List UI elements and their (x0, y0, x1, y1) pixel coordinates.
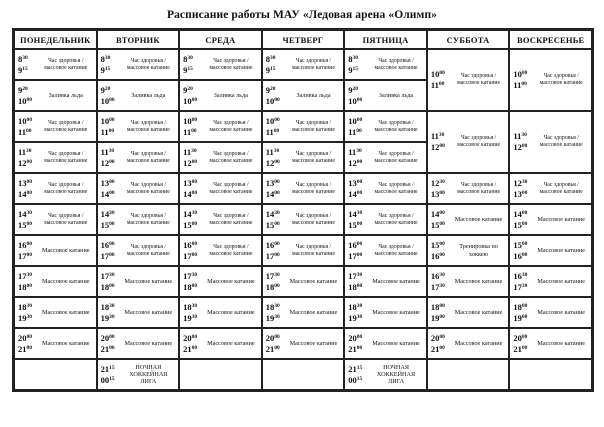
time-range: $8^{30}$ $9^{15}$ (18, 53, 28, 75)
time-range: $13^{00}$ $14^{00}$ (100, 177, 115, 199)
activity-label: Час здоровья / массовое катание (374, 150, 418, 164)
activity-label: Тренировка по хоккею (459, 243, 498, 258)
table-row (14, 204, 592, 235)
time-range: $10^{00}$ $11^{00}$ (18, 115, 32, 137)
time-range: $10^{00}$ $11^{00}$ (513, 69, 528, 90)
activity-label: Массовое катание (372, 339, 420, 347)
schedule-cell (179, 297, 262, 328)
activity-label: Массовое катание (454, 339, 503, 347)
time-range: $12^{30}$ $13^{00}$ (513, 177, 528, 199)
activity-label: Массовое катание (207, 308, 255, 316)
time-range: $14^{30}$ $15^{00}$ (18, 208, 32, 230)
time-range: $17^{30}$ $18^{00}$ (183, 270, 198, 292)
time-range: $9^{20}$ $10^{00}$ (183, 84, 198, 106)
time-range: $14^{00}$ $15^{00}$ (430, 208, 445, 230)
time-range: $14^{30}$ $15^{00}$ (100, 208, 115, 230)
schedule-cell (344, 328, 427, 359)
activity-label: Час здоровья / массовое катание (374, 243, 418, 257)
schedule-cell (179, 49, 262, 80)
header-row (14, 30, 592, 49)
time-range: $16^{30}$ $17^{30}$ (513, 270, 528, 292)
activity-label: Массовое катание (207, 277, 255, 285)
time-range: $13^{00}$ $14^{00}$ (348, 177, 363, 199)
schedule-cell (14, 266, 97, 297)
activity-label: Массовое катание (372, 277, 420, 285)
time-range: $16^{00}$ $17^{00}$ (265, 239, 280, 261)
time-range: $20^{00}$ $21^{00}$ (513, 332, 528, 354)
saturday-cell (427, 359, 510, 390)
schedule-cell (97, 328, 180, 359)
activity-label: Массовое катание (207, 339, 255, 347)
time-range: $11^{30}$ $12^{00}$ (348, 146, 363, 168)
schedule-cell (262, 359, 345, 390)
schedule-cell (344, 266, 427, 297)
schedule-cell (262, 80, 345, 111)
schedule-body (14, 49, 592, 390)
table-row (14, 297, 592, 328)
activity-label: Час здоровья / массовое катание (126, 243, 170, 257)
day-saturday: СУББОТА (427, 30, 510, 49)
schedule-cell (344, 235, 427, 266)
time-range: $16^{00}$ $17^{00}$ (18, 239, 32, 261)
saturday-cell (427, 235, 510, 266)
time-range: $17^{30}$ $18^{00}$ (100, 270, 115, 292)
sunday-cell (509, 235, 592, 266)
activity-label: Час здоровья / массовое катание (539, 135, 583, 148)
sunday-cell (509, 297, 592, 328)
schedule-cell (97, 359, 180, 390)
activity-label: Час здоровья / массовое катание (457, 135, 501, 148)
activity-label: Массовое катание (289, 339, 338, 347)
day-tuesday: ВТОРНИК (97, 30, 180, 49)
time-range: $20^{00}$ $21^{00}$ (430, 332, 445, 354)
schedule-cell (262, 111, 345, 142)
time-range: $17^{30}$ $18^{00}$ (265, 270, 280, 292)
activity-label: Час здоровья / массовое катание (374, 57, 418, 71)
schedule-cell (262, 266, 345, 297)
time-range: $18^{30}$ $19^{30}$ (183, 301, 198, 323)
schedule-cell (179, 359, 262, 390)
day-wednesday: СРЕДА (179, 30, 262, 49)
schedule-cell (344, 297, 427, 328)
activity-label: НОЧНАЯ ХОККЕЙНАЯ ЛИГА (376, 363, 416, 386)
schedule-cell (344, 142, 427, 173)
schedule-cell (262, 328, 345, 359)
activity-label: Массовое катание (124, 277, 173, 285)
schedule-cell (344, 204, 427, 235)
time-range: $16^{30}$ $17^{30}$ (430, 270, 445, 292)
activity-label: Час здоровья / массовое катание (126, 150, 170, 164)
day-sunday: ВОСКРЕСЕНЬЕ (509, 30, 592, 49)
activity-label: Заливка льда (378, 91, 414, 99)
schedule-cell (97, 111, 180, 142)
activity-label: Массовое катание (124, 339, 173, 347)
day-friday: ПЯТНИЦА (344, 30, 427, 49)
time-range: $15^{00}$ $16^{00}$ (430, 239, 445, 261)
schedule-table (12, 28, 594, 392)
time-range: $20^{00}$ $21^{00}$ (265, 332, 280, 354)
activity-label: Час здоровья / массовое катание (209, 243, 253, 257)
page-title: Расписание работы МАУ «Ледовая арена «Олимп» (166, 9, 438, 21)
saturday-cell (427, 266, 510, 297)
table-row (14, 328, 592, 359)
time-range: $10^{00}$ $11^{00}$ (183, 115, 198, 137)
time-range: $18^{30}$ $19^{30}$ (100, 301, 115, 323)
time-range: $8^{30}$ $9^{15}$ (100, 53, 111, 75)
activity-label: Час здоровья / массовое катание (126, 119, 170, 133)
schedule-cell (14, 142, 97, 173)
activity-label: Массовое катание (537, 339, 585, 347)
sunday-cell (509, 204, 592, 235)
time-range: $11^{30}$ $12^{00}$ (513, 131, 528, 152)
sunday-cell (509, 111, 592, 173)
schedule-cell (97, 173, 180, 204)
time-range: $13^{00}$ $14^{00}$ (183, 177, 198, 199)
time-range: $16^{00}$ $17^{00}$ (100, 239, 115, 261)
time-range: $11^{30}$ $12^{00}$ (100, 146, 115, 168)
activity-label: Заливка льда (131, 91, 166, 99)
activity-label: Час здоровья / массовое катание (126, 212, 170, 226)
schedule-cell (97, 49, 180, 80)
schedule-cell (179, 173, 262, 204)
schedule-cell (344, 173, 427, 204)
activity-label: Час здоровья / массовое катание (291, 57, 335, 71)
activity-label: Час здоровья / массовое катание (209, 150, 253, 164)
time-range: $10^{00}$ $11^{00}$ (265, 115, 280, 137)
schedule-cell (262, 235, 345, 266)
time-range: $10^{00}$ $11^{00}$ (348, 115, 363, 137)
time-range: $13^{00}$ $14^{00}$ (265, 177, 280, 199)
activity-label: Час здоровья / массовое катание (209, 57, 253, 71)
time-range: $16^{00}$ $17^{00}$ (348, 239, 363, 261)
schedule-cell (97, 235, 180, 266)
activity-label: Массовое катание (372, 308, 420, 316)
activity-label: Час здоровья / массовое катание (44, 119, 88, 133)
activity-label: Час здоровья / массовое катание (291, 181, 335, 195)
time-range: $18^{30}$ $19^{30}$ (18, 301, 32, 323)
time-range: $21^{15}$ $00^{15}$ (348, 363, 363, 385)
time-range: $11^{30}$ $12^{00}$ (265, 146, 280, 168)
time-range: $9^{20}$ $10^{00}$ (18, 84, 32, 106)
time-range: $14^{30}$ $15^{00}$ (183, 208, 198, 230)
activity-label: Час здоровья / массовое катание (457, 73, 501, 86)
activity-label: Час здоровья / массовое катание (44, 150, 88, 164)
activity-label: Массовое катание (289, 277, 338, 285)
schedule-cell (262, 173, 345, 204)
saturday-cell (427, 111, 510, 173)
sunday-cell (509, 359, 592, 390)
schedule-cell (344, 359, 427, 390)
schedule-cell (344, 49, 427, 80)
time-range: $13^{00}$ $14^{00}$ (18, 177, 32, 199)
time-range: $11^{30}$ $12^{00}$ (430, 131, 445, 152)
activity-label: Час здоровья / массовое катание (209, 212, 253, 226)
schedule-cell (14, 235, 97, 266)
time-range: $18^{00}$ $19^{00}$ (430, 301, 445, 323)
schedule-cell (262, 297, 345, 328)
activity-label: Массовое катание (41, 246, 90, 254)
time-range: $17^{30}$ $18^{00}$ (18, 270, 32, 292)
schedule-cell (97, 80, 180, 111)
table-row (14, 266, 592, 297)
activity-label: Час здоровья / массовое катание (291, 119, 335, 133)
time-range: $18^{30}$ $19^{30}$ (348, 301, 363, 323)
time-range: $10^{00}$ $11^{00}$ (430, 69, 445, 90)
sunday-cell (509, 328, 592, 359)
activity-label: Массовое катание (537, 308, 585, 316)
time-range: $16^{00}$ $17^{00}$ (183, 239, 198, 261)
time-range: $20^{00}$ $21^{00}$ (183, 332, 198, 354)
activity-label: Час здоровья / массовое катание (291, 243, 335, 257)
activity-label: Массовое катание (454, 308, 503, 316)
time-range: $20^{00}$ $21^{00}$ (348, 332, 363, 354)
day-monday: ПОНЕДЕЛЬНИК (14, 30, 97, 49)
activity-label: Час здоровья / массовое катание (126, 181, 170, 195)
time-range: $14^{00}$ $15^{00}$ (513, 208, 528, 230)
activity-label: Час здоровья / массовое катание (539, 73, 583, 86)
schedule-cell (344, 111, 427, 142)
activity-label: Час здоровья / массовое катание (126, 57, 170, 71)
schedule-cell (14, 49, 97, 80)
time-range: $8^{30}$ $9^{15}$ (265, 53, 276, 75)
activity-label: Час здоровья / массовое катание (44, 57, 88, 71)
time-range: $18^{00}$ $19^{00}$ (513, 301, 528, 323)
schedule-cell (14, 359, 97, 390)
activity-label: Массовое катание (289, 308, 338, 316)
activity-label: Час здоровья / массовое катание (457, 181, 501, 195)
schedule-cell (179, 80, 262, 111)
time-range: $9^{20}$ $10^{00}$ (348, 84, 363, 106)
schedule-cell (179, 204, 262, 235)
time-range: $8^{30}$ $9^{15}$ (348, 53, 358, 75)
time-range: $15^{00}$ $16^{00}$ (513, 239, 528, 261)
activity-label: Час здоровья / массовое катание (374, 181, 418, 195)
schedule-cell (262, 142, 345, 173)
time-range: $14^{30}$ $15^{00}$ (348, 208, 363, 230)
activity-label: Массовое катание (41, 308, 90, 316)
saturday-cell (427, 173, 510, 204)
activity-label: Массовое катание (537, 215, 585, 223)
activity-label: Массовое катание (454, 215, 503, 223)
schedule-cell (14, 173, 97, 204)
activity-label: Час здоровья / массовое катание (209, 181, 253, 195)
time-range: $11^{30}$ $12^{00}$ (18, 146, 32, 168)
activity-label: Час здоровья / массовое катание (44, 212, 88, 226)
schedule-cell (262, 204, 345, 235)
table-row (14, 173, 592, 204)
time-range: $14^{30}$ $15^{00}$ (265, 208, 280, 230)
time-range: $12^{30}$ $13^{00}$ (430, 177, 445, 199)
schedule-cell (14, 328, 97, 359)
schedule-cell (97, 266, 180, 297)
time-range: $21^{15}$ $00^{15}$ (100, 363, 115, 385)
schedule-cell (97, 297, 180, 328)
time-range: $17^{30}$ $18^{00}$ (348, 270, 363, 292)
schedule-cell (14, 204, 97, 235)
activity-label: Час здоровья / массовое катание (44, 181, 88, 195)
table-row (14, 359, 592, 390)
schedule-cell (344, 80, 427, 111)
saturday-cell (427, 204, 510, 235)
saturday-cell (427, 297, 510, 328)
activity-label: Час здоровья / массовое катание (291, 212, 335, 226)
activity-label: Массовое катание (537, 277, 585, 285)
activity-label: Заливка льда (213, 91, 249, 99)
schedule-cell (262, 49, 345, 80)
activity-label: Массовое катание (41, 277, 90, 285)
time-range: $11^{30}$ $12^{00}$ (183, 146, 198, 168)
activity-label: Массовое катание (124, 308, 173, 316)
schedule-cell (179, 142, 262, 173)
schedule-cell (97, 142, 180, 173)
activity-label: Массовое катание (537, 246, 585, 254)
activity-label: Час здоровья / массовое катание (374, 212, 418, 226)
time-range: $20^{00}$ $21^{00}$ (100, 332, 115, 354)
time-range: $20^{00}$ $21^{00}$ (18, 332, 32, 354)
activity-label: Час здоровья / массовое катание (539, 181, 583, 195)
table-row (14, 111, 592, 142)
activity-label: Заливка льда (48, 91, 83, 99)
activity-label: Час здоровья / массовое катание (209, 119, 253, 133)
day-thursday: ЧЕТВЕРГ (262, 30, 345, 49)
schedule-cell (179, 266, 262, 297)
sunday-cell (509, 173, 592, 204)
schedule-cell (14, 297, 97, 328)
schedule-cell (14, 80, 97, 111)
activity-label: Массовое катание (41, 339, 90, 347)
activity-label: Час здоровья / массовое катание (291, 150, 335, 164)
sunday-cell (509, 266, 592, 297)
table-row (14, 235, 592, 266)
time-range: $9^{20}$ $10^{00}$ (265, 84, 280, 106)
time-range: $9^{20}$ $10^{00}$ (100, 84, 115, 106)
saturday-cell (427, 328, 510, 359)
activity-label: Массовое катание (454, 277, 503, 285)
activity-label: НОЧНАЯ ХОККЕЙНАЯ ЛИГА (129, 363, 168, 386)
activity-label: Заливка льда (296, 91, 331, 99)
activity-label: Час здоровья / массовое катание (374, 119, 418, 133)
schedule-cell (179, 235, 262, 266)
time-range: $8^{30}$ $9^{15}$ (183, 53, 193, 75)
schedule-cell (14, 111, 97, 142)
table-row (14, 49, 592, 80)
time-range: $10^{00}$ $11^{00}$ (100, 115, 115, 137)
schedule-cell (179, 111, 262, 142)
saturday-cell (427, 49, 510, 111)
schedule-cell (179, 328, 262, 359)
time-range: $18^{30}$ $19^{30}$ (265, 301, 280, 323)
schedule-cell (97, 204, 180, 235)
sunday-cell (509, 49, 592, 111)
